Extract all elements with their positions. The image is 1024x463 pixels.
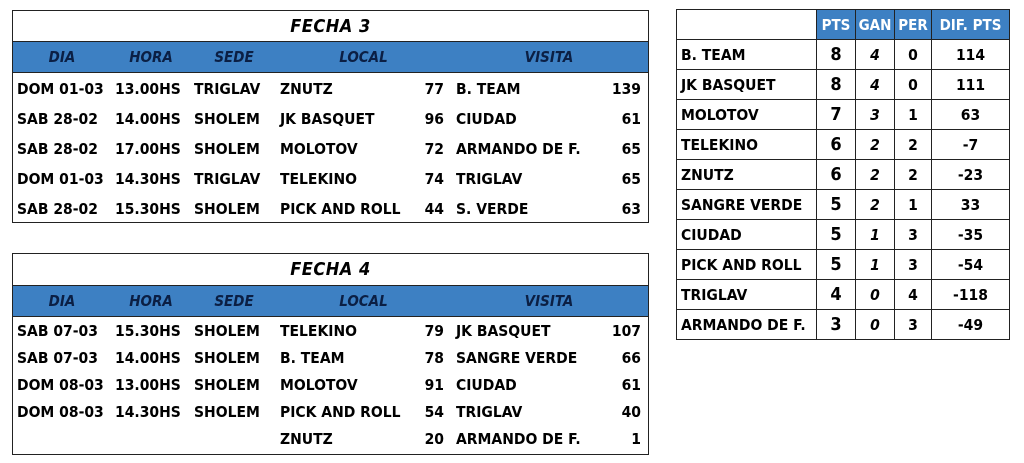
game-row bbox=[13, 399, 648, 426]
header-dia: DIA bbox=[48, 48, 76, 66]
standings-row bbox=[677, 130, 1010, 160]
point-diff-cell: 63 bbox=[932, 100, 1010, 130]
day-cell: DOM 01-03 bbox=[17, 170, 104, 188]
game-row bbox=[13, 74, 648, 104]
standings-row bbox=[677, 280, 1010, 310]
venue-cell: SHOLEM bbox=[194, 200, 260, 218]
losses-cell: 2 bbox=[895, 160, 932, 190]
away-score-cell: 63 bbox=[621, 200, 641, 218]
home-team-cell: TELEKINO bbox=[280, 170, 357, 188]
losses-cell: 0 bbox=[895, 40, 932, 70]
game-row bbox=[13, 194, 648, 224]
day-cell: DOM 08-03 bbox=[17, 376, 104, 394]
point-diff-cell: 33 bbox=[932, 190, 1010, 220]
game-row bbox=[13, 372, 648, 399]
away-score-cell: 61 bbox=[621, 110, 641, 128]
home-team-cell: ZNUTZ bbox=[280, 80, 333, 98]
point-diff-cell: 111 bbox=[932, 70, 1010, 100]
home-team-cell: TELEKINO bbox=[280, 322, 357, 340]
game-row bbox=[13, 134, 648, 164]
standings-header bbox=[677, 10, 1010, 40]
away-team-cell: CIUDAD bbox=[456, 110, 517, 128]
team-name-cell: TELEKINO bbox=[677, 130, 817, 160]
header-per: PER bbox=[895, 10, 932, 40]
venue-cell: SHOLEM bbox=[194, 110, 260, 128]
point-diff-cell: -118 bbox=[932, 280, 1010, 310]
home-score-cell: 20 bbox=[424, 430, 444, 448]
game-row bbox=[13, 345, 648, 372]
header-dia: DIA bbox=[48, 292, 76, 310]
away-team-cell: TRIGLAV bbox=[456, 170, 523, 188]
losses-cell: 0 bbox=[895, 70, 932, 100]
team-name-cell: B. TEAM bbox=[677, 40, 817, 70]
wins-cell: 1 bbox=[856, 250, 895, 280]
home-team-cell: PICK AND ROLL bbox=[280, 403, 401, 421]
venue-cell: SHOLEM bbox=[194, 403, 260, 421]
header-dif-pts: DIF. PTS bbox=[932, 10, 1010, 40]
time-cell: 17.00HS bbox=[115, 140, 181, 158]
standings-table bbox=[676, 9, 1010, 340]
point-diff-cell: 114 bbox=[932, 40, 1010, 70]
points-cell: 5 bbox=[817, 250, 856, 280]
day-cell: SAB 28-02 bbox=[17, 110, 98, 128]
points-cell: 6 bbox=[817, 130, 856, 160]
points-cell: 5 bbox=[817, 220, 856, 250]
away-team-cell: ARMANDO DE F. bbox=[456, 140, 581, 158]
losses-cell: 4 bbox=[895, 280, 932, 310]
losses-cell: 3 bbox=[895, 310, 932, 340]
wins-cell: 4 bbox=[856, 70, 895, 100]
home-team-cell: JK BASQUET bbox=[280, 110, 375, 128]
away-team-cell: SANGRE VERDE bbox=[456, 349, 578, 367]
points-cell: 7 bbox=[817, 100, 856, 130]
away-team-cell: JK BASQUET bbox=[456, 322, 551, 340]
header-sede: SEDE bbox=[214, 48, 254, 66]
fecha-4-table bbox=[12, 253, 649, 455]
standings-row bbox=[677, 70, 1010, 100]
day-cell: DOM 01-03 bbox=[17, 80, 104, 98]
time-cell: 13.00HS bbox=[115, 376, 181, 394]
away-score-cell: 66 bbox=[621, 349, 641, 367]
point-diff-cell: -49 bbox=[932, 310, 1010, 340]
away-score-cell: 40 bbox=[621, 403, 641, 421]
time-cell: 14.30HS bbox=[115, 170, 181, 188]
away-team-cell: CIUDAD bbox=[456, 376, 517, 394]
day-cell: DOM 08-03 bbox=[17, 403, 104, 421]
home-score-cell: 44 bbox=[424, 200, 444, 218]
fecha-3-title: FECHA 3 bbox=[13, 11, 648, 42]
header-local: LOCAL bbox=[339, 292, 388, 310]
standings-row bbox=[677, 190, 1010, 220]
wins-cell: 0 bbox=[856, 280, 895, 310]
venue-cell: TRIGLAV bbox=[194, 170, 261, 188]
home-team-cell: MOLOTOV bbox=[280, 140, 358, 158]
standings-row bbox=[677, 220, 1010, 250]
home-score-cell: 72 bbox=[424, 140, 444, 158]
header-visita: VISITA bbox=[524, 292, 574, 310]
points-cell: 3 bbox=[817, 310, 856, 340]
losses-cell: 3 bbox=[895, 250, 932, 280]
venue-cell: TRIGLAV bbox=[194, 80, 261, 98]
points-cell: 4 bbox=[817, 280, 856, 310]
losses-cell: 2 bbox=[895, 130, 932, 160]
standings-row bbox=[677, 250, 1010, 280]
away-score-cell: 107 bbox=[611, 322, 641, 340]
wins-cell: 2 bbox=[856, 160, 895, 190]
away-team-cell: B. TEAM bbox=[456, 80, 521, 98]
standings-row bbox=[677, 40, 1010, 70]
header-pts: PTS bbox=[817, 10, 856, 40]
away-score-cell: 65 bbox=[621, 170, 641, 188]
away-team-cell: S. VERDE bbox=[456, 200, 529, 218]
away-score-cell: 139 bbox=[611, 80, 641, 98]
wins-cell: 4 bbox=[856, 40, 895, 70]
header-gan: GAN bbox=[856, 10, 895, 40]
time-cell: 13.00HS bbox=[115, 80, 181, 98]
home-score-cell: 54 bbox=[424, 403, 444, 421]
losses-cell: 1 bbox=[895, 190, 932, 220]
header-sede: SEDE bbox=[214, 292, 254, 310]
day-cell: SAB 07-03 bbox=[17, 322, 98, 340]
venue-cell: SHOLEM bbox=[194, 140, 260, 158]
away-score-cell: 61 bbox=[621, 376, 641, 394]
day-cell: SAB 07-03 bbox=[17, 349, 98, 367]
day-cell: SAB 28-02 bbox=[17, 140, 98, 158]
home-score-cell: 74 bbox=[424, 170, 444, 188]
venue-cell: SHOLEM bbox=[194, 322, 260, 340]
standings-header-blank bbox=[677, 10, 817, 40]
standings-row bbox=[677, 310, 1010, 340]
team-name-cell: ARMANDO DE F. bbox=[677, 310, 817, 340]
home-team-cell: ZNUTZ bbox=[280, 430, 333, 448]
standings-row bbox=[677, 100, 1010, 130]
team-name-cell: PICK AND ROLL bbox=[677, 250, 817, 280]
wins-cell: 2 bbox=[856, 130, 895, 160]
losses-cell: 1 bbox=[895, 100, 932, 130]
away-score-cell: 65 bbox=[621, 140, 641, 158]
team-name-cell: JK BASQUET bbox=[677, 70, 817, 100]
home-score-cell: 79 bbox=[424, 322, 444, 340]
points-cell: 8 bbox=[817, 40, 856, 70]
game-row bbox=[13, 104, 648, 134]
home-team-cell: B. TEAM bbox=[280, 349, 345, 367]
time-cell: 14.00HS bbox=[115, 349, 181, 367]
fecha-3-header bbox=[13, 42, 648, 73]
away-team-cell: ARMANDO DE F. bbox=[456, 430, 581, 448]
standings-row bbox=[677, 160, 1010, 190]
team-name-cell: ZNUTZ bbox=[677, 160, 817, 190]
header-hora: HORA bbox=[129, 292, 173, 310]
game-row bbox=[13, 426, 648, 453]
header-visita: VISITA bbox=[524, 48, 574, 66]
home-team-cell: MOLOTOV bbox=[280, 376, 358, 394]
fecha-3-table bbox=[12, 10, 649, 223]
team-name-cell: MOLOTOV bbox=[677, 100, 817, 130]
points-cell: 5 bbox=[817, 190, 856, 220]
header-local: LOCAL bbox=[339, 48, 388, 66]
home-team-cell: PICK AND ROLL bbox=[280, 200, 401, 218]
team-name-cell: CIUDAD bbox=[677, 220, 817, 250]
game-row bbox=[13, 164, 648, 194]
day-cell: SAB 28-02 bbox=[17, 200, 98, 218]
away-score-cell: 1 bbox=[631, 430, 641, 448]
venue-cell: SHOLEM bbox=[194, 349, 260, 367]
team-name-cell: TRIGLAV bbox=[677, 280, 817, 310]
header-hora: HORA bbox=[129, 48, 173, 66]
point-diff-cell: -23 bbox=[932, 160, 1010, 190]
wins-cell: 1 bbox=[856, 220, 895, 250]
wins-cell: 3 bbox=[856, 100, 895, 130]
fecha-4-title: FECHA 4 bbox=[13, 254, 648, 286]
wins-cell: 2 bbox=[856, 190, 895, 220]
home-score-cell: 96 bbox=[424, 110, 444, 128]
fecha-4-header bbox=[13, 286, 648, 317]
point-diff-cell: -35 bbox=[932, 220, 1010, 250]
away-team-cell: TRIGLAV bbox=[456, 403, 523, 421]
points-cell: 6 bbox=[817, 160, 856, 190]
points-cell: 8 bbox=[817, 70, 856, 100]
time-cell: 14.00HS bbox=[115, 110, 181, 128]
point-diff-cell: -54 bbox=[932, 250, 1010, 280]
venue-cell: SHOLEM bbox=[194, 376, 260, 394]
home-score-cell: 91 bbox=[424, 376, 444, 394]
home-score-cell: 77 bbox=[424, 80, 444, 98]
team-name-cell: SANGRE VERDE bbox=[677, 190, 817, 220]
time-cell: 15.30HS bbox=[115, 322, 181, 340]
wins-cell: 0 bbox=[856, 310, 895, 340]
time-cell: 14.30HS bbox=[115, 403, 181, 421]
point-diff-cell: -7 bbox=[932, 130, 1010, 160]
game-row bbox=[13, 318, 648, 345]
losses-cell: 3 bbox=[895, 220, 932, 250]
time-cell: 15.30HS bbox=[115, 200, 181, 218]
home-score-cell: 78 bbox=[424, 349, 444, 367]
